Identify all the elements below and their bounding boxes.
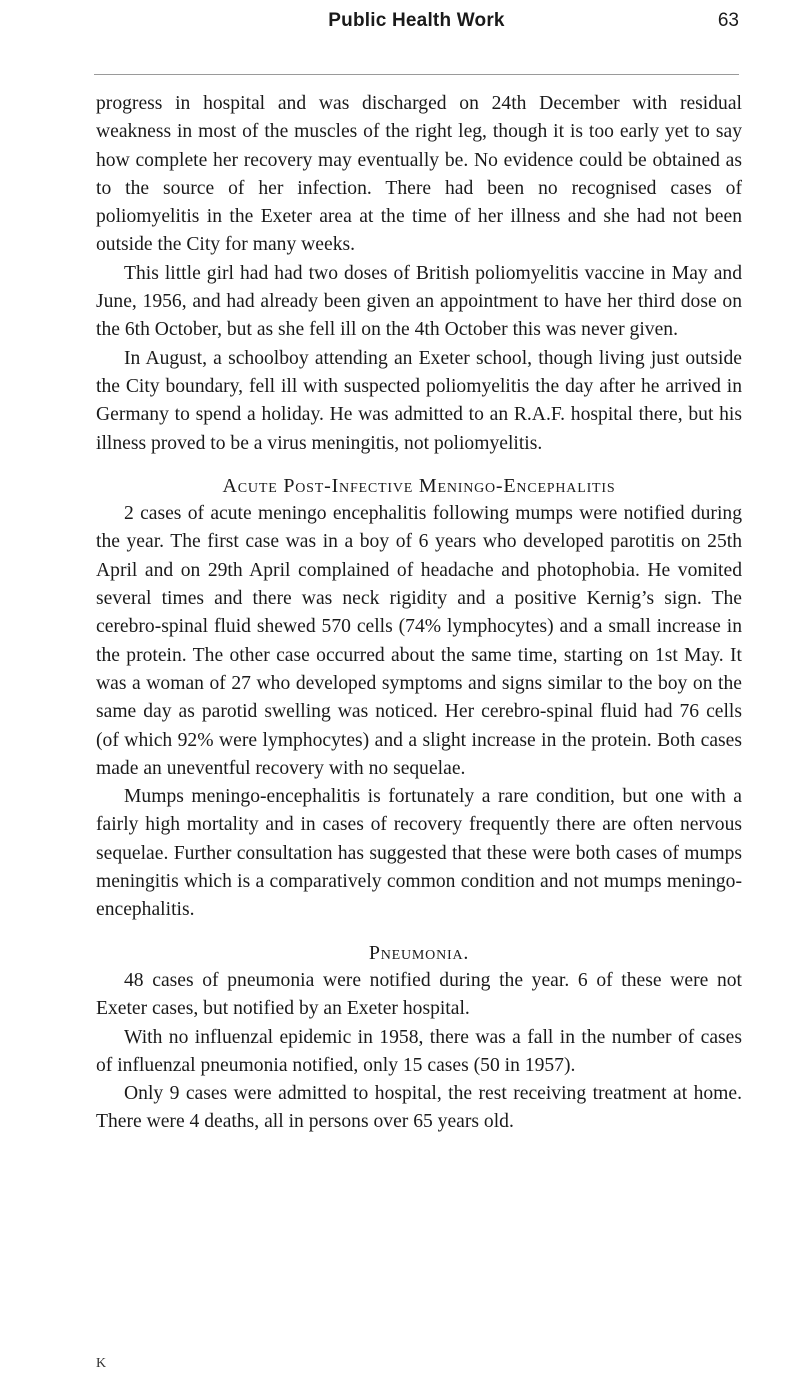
paragraph: 2 cases of acute meningo encephalitis following mumps were notified during the year. The first case was in a boy of 6 years who developed parotitis on 25th April and on 29th April complained of headache and photophobia. He vomited several times and there was neck rigidity and a positive Kernig’s sign. The cerebro-spinal fluid shewed 570 cells (74% lymphocytes) and a small increase in the protein. The other case occurred about the same time, starting on 1st May. It was a woman of 27 who developed symptoms and signs similar to the boy on the same day as parotid swelling was noticed. Her cerebro-spinal fluid had 76 cells (of which 92% were lymphocytes) and a slight increase in the protein. Both cases made an uneventful recovery with no sequelae. <box>96 503 742 779</box>
page-body <box>96 90 742 1137</box>
paragraph: This little girl had had two doses of British poliomyelitis vaccine in May and June, 1956, and had already been given an appointment to have her third dose on the 6th October, but as she fell ill on the 4th October this was never given. <box>96 262 742 341</box>
page-header <box>94 10 739 54</box>
section-heading-meningo-encephalitis: Acute Post-Infective Meningo-Encephalitis <box>222 474 616 497</box>
paragraph: Mumps meningo-encephalitis is fortunately a rare condition, but one with a fairly high mortality and in cases of recovery frequently there are often nervous sequelae. Further consultation has suggested that these were both cases of mumps meningitis which is a comparatively common condition and not mumps meningo-encephalitis. <box>96 786 742 921</box>
header-rule <box>94 74 739 75</box>
section-heading-pneumonia: Pneumonia. <box>368 941 470 964</box>
signature-mark: K <box>96 1356 107 1371</box>
paragraph: With no influenzal epidemic in 1958, there was a fall in the number of cases of influenzal pneumonia notified, only 15 cases (50 in 1957). <box>96 1026 742 1076</box>
page-number: 63 <box>717 10 739 31</box>
paragraph: 48 cases of pneumonia were notified during the year. 6 of these were not Exeter cases, but notified by an Exeter hospital. <box>96 969 742 1020</box>
paragraph: progress in hospital and was discharged on 24th December with residual weakness in most of the muscles of the right leg, though it is too early yet to say how complete her recovery may eventually be. No evidence could be obtained as to the source of her infection. There had been no recognised cases of poliomyelitis in the Exeter area at the time of her illness and she had not been outside the City for many weeks. <box>96 93 742 256</box>
paragraph: Only 9 cases were admitted to hospital, the rest receiving treatment at home. There were 4 deaths, all in persons over 65 years old. <box>96 1083 742 1133</box>
paragraph: In August, a schoolboy attending an Exeter school, though living just outside the City boundary, fell ill with suspected poliomyelitis the day after he arrived in Germany to spend a holiday. He was admitted to an R.A.F. hospital there, but his illness proved to be a virus meningitis, not poliomyelitis. <box>96 347 742 454</box>
running-title: Public Health Work <box>328 10 505 31</box>
